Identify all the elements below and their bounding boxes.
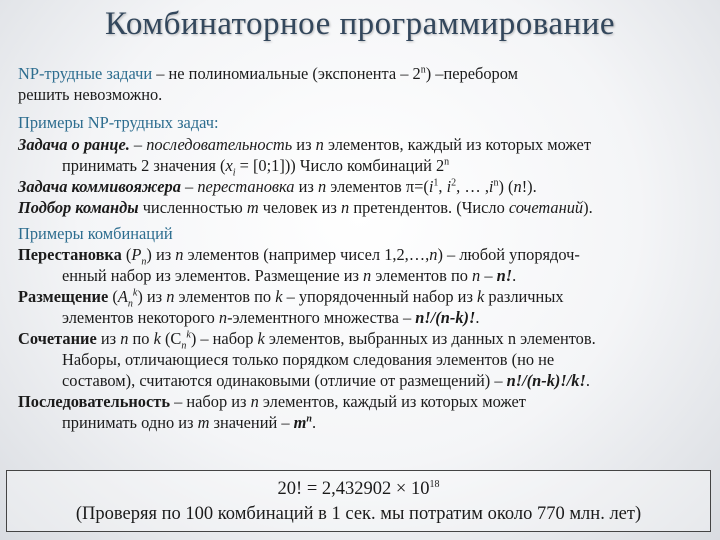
tsp-s2: 2 xyxy=(451,177,457,189)
knapsack-text: из xyxy=(292,134,316,154)
seq-result-n: n xyxy=(306,413,312,425)
knapsack-term: последовательность xyxy=(146,134,293,154)
place-result: n!/(n-k)! xyxy=(415,308,476,327)
perm-l2-c: – xyxy=(480,266,497,285)
place-n: n xyxy=(166,287,175,306)
place-line xyxy=(18,286,708,310)
perm-l2-d: . xyxy=(512,266,517,285)
place-k: k xyxy=(275,287,283,306)
place-l2-n: n xyxy=(218,308,228,327)
place-A: A xyxy=(117,287,128,306)
place-text-3: – упорядоченный набор из xyxy=(282,287,478,306)
seq-l2-a: принимать одно из xyxy=(62,413,198,432)
knapsack-line xyxy=(18,134,708,155)
seq-l2-c: . xyxy=(311,413,317,432)
comb-line-2: Наборы, отличающиеся только порядком следования элементов (но не xyxy=(62,350,555,369)
team-line xyxy=(18,197,708,218)
intro-text: – не полиномиальные (экспонента – 2 xyxy=(152,64,421,83)
seq-text: – набор из xyxy=(170,392,251,411)
perm-line-2 xyxy=(18,265,708,286)
comb-text-2: по xyxy=(128,329,154,348)
seq-name: Последовательность xyxy=(18,392,170,411)
place-l2-a: элементов некоторого xyxy=(62,308,219,327)
perm-n: n xyxy=(175,245,184,264)
tsp-line xyxy=(18,176,708,197)
np-examples-heading: Примеры NP-трудных задач: xyxy=(18,113,219,132)
team-text: численностью xyxy=(138,197,247,217)
perm-result: n! xyxy=(496,266,513,285)
tsp-text-2: элементов π=( xyxy=(326,176,429,196)
tsp-nf: n xyxy=(513,176,522,196)
place-text: ) из xyxy=(137,287,167,306)
comb-l3-a: составом), считаются одинаковыми (отличие от размещений) – xyxy=(62,371,507,390)
perm-text-3: ) – любой упорядоч- xyxy=(437,245,580,264)
perm-l2-b: элементов по xyxy=(371,266,473,285)
team-m: m xyxy=(246,197,259,217)
comb-l3-b: . xyxy=(585,371,590,390)
seq-result-m: m xyxy=(293,413,307,432)
perm-l2-n2: n xyxy=(472,266,481,285)
perm-l2-a: енный набор из элементов. Размещение из xyxy=(62,266,364,285)
factorial-line xyxy=(7,477,710,501)
knapsack-l2-b: = [0;1])) Число комбинаций 2 xyxy=(235,155,445,175)
seq-line xyxy=(18,391,708,412)
tsp-i1: i xyxy=(428,176,434,196)
perm-P: P xyxy=(131,245,142,264)
seq-n: n xyxy=(250,392,259,411)
np-term: NP-трудные задачи xyxy=(18,64,153,83)
team-text-3: претендентов. (Число xyxy=(349,197,509,217)
place-k2: k xyxy=(477,287,485,306)
comb-line-3 xyxy=(18,370,708,391)
team-name: Подбор команды xyxy=(18,197,139,217)
team-n: n xyxy=(341,197,350,217)
intro-exp: n xyxy=(420,64,426,76)
tsp-fact: !). xyxy=(521,176,537,196)
comb-n: n xyxy=(120,329,129,348)
comb-sup: k xyxy=(186,329,191,341)
comb-k: k xyxy=(153,329,161,348)
knapsack-text-2: элементов, каждый из которых может xyxy=(323,134,591,154)
perm-text-2: элементов (например чисел 1,2,…, xyxy=(183,245,430,264)
slide-content xyxy=(18,64,708,433)
place-line-2 xyxy=(18,307,708,328)
intro-line-2: решить невозможно. xyxy=(18,84,163,104)
tsp-paren: ) ( xyxy=(498,176,514,196)
comb-text-3: ) – набор xyxy=(190,329,258,348)
place-name: Размещение xyxy=(18,287,109,306)
team-end: ). xyxy=(583,197,593,217)
place-sub: n xyxy=(127,298,133,310)
place-paren: ( xyxy=(108,287,118,306)
team-text-2: человек из xyxy=(258,197,342,217)
tsp-dash: – xyxy=(180,176,198,196)
place-l2-c: . xyxy=(475,308,480,327)
tsp-s3: n xyxy=(493,177,499,189)
comb-text: из xyxy=(96,329,121,348)
comb-name: Сочетание xyxy=(18,329,97,348)
tsp-i3: i xyxy=(488,176,494,196)
perm-name: Перестановка xyxy=(18,245,122,264)
tsp-term: перестановка xyxy=(197,176,295,196)
place-l2-b: -элементного множества – xyxy=(227,308,416,327)
seq-text-2: элементов, каждый из которых может xyxy=(258,392,526,411)
intro-text-2: ) –перебором xyxy=(425,64,519,83)
comb-text-4: элементов, выбранных из данных n элементов. xyxy=(264,329,596,348)
knapsack-sub-i: i xyxy=(232,166,236,178)
perm-text: ) из xyxy=(146,245,176,264)
seq-line-2 xyxy=(18,412,708,433)
place-text-2: элементов по xyxy=(174,287,276,306)
seq-m: m xyxy=(197,413,210,432)
comb-C: (C xyxy=(160,329,182,348)
factorial-exp: 18 xyxy=(429,478,440,490)
slide-title: Комбинаторное программирование xyxy=(105,6,615,42)
comb-sub: n xyxy=(181,340,187,352)
tsp-ellipsis: , … , xyxy=(456,176,489,196)
place-sup: k xyxy=(132,287,138,299)
comb-line xyxy=(18,328,708,352)
intro-paragraph xyxy=(18,64,708,105)
knapsack-x: x xyxy=(225,155,233,175)
comb-examples-heading: Примеры комбинаций xyxy=(18,223,173,243)
tsp-comma: , xyxy=(438,176,447,196)
comb-k2: k xyxy=(257,329,265,348)
perm-sub: n xyxy=(141,256,147,268)
factorial-value: 20! = 2,432902 × 10 xyxy=(277,479,430,499)
tsp-s1: 1 xyxy=(433,177,439,189)
tsp-name: Задача коммивояжера xyxy=(18,176,181,196)
knapsack-l2-a: принимать 2 значения ( xyxy=(62,155,226,175)
place-text-4: различных xyxy=(484,287,564,306)
time-estimate-line: (Проверяя по 100 комбинаций в 1 сек. мы потратим около 770 млн. лет) xyxy=(75,504,642,524)
knapsack-line-2 xyxy=(18,155,708,176)
knapsack-exp: n xyxy=(444,156,450,168)
perm-n2: n xyxy=(429,245,438,264)
factorial-box xyxy=(6,470,711,532)
perm-line xyxy=(18,244,708,268)
tsp-text: из xyxy=(294,176,318,196)
perm-l2-n: n xyxy=(363,266,372,285)
seq-l2-b: значений – xyxy=(209,413,294,432)
tsp-n: n xyxy=(317,176,327,196)
perm-paren: ( xyxy=(121,245,132,264)
comb-result: n!/(n-k)!/k! xyxy=(506,371,586,390)
knapsack-dash: – xyxy=(129,134,147,154)
knapsack-name: Задача о ранце. xyxy=(18,134,130,154)
knapsack-n: n xyxy=(315,134,324,154)
team-term: сочетаний xyxy=(508,197,584,217)
tsp-i2: i xyxy=(446,176,452,196)
